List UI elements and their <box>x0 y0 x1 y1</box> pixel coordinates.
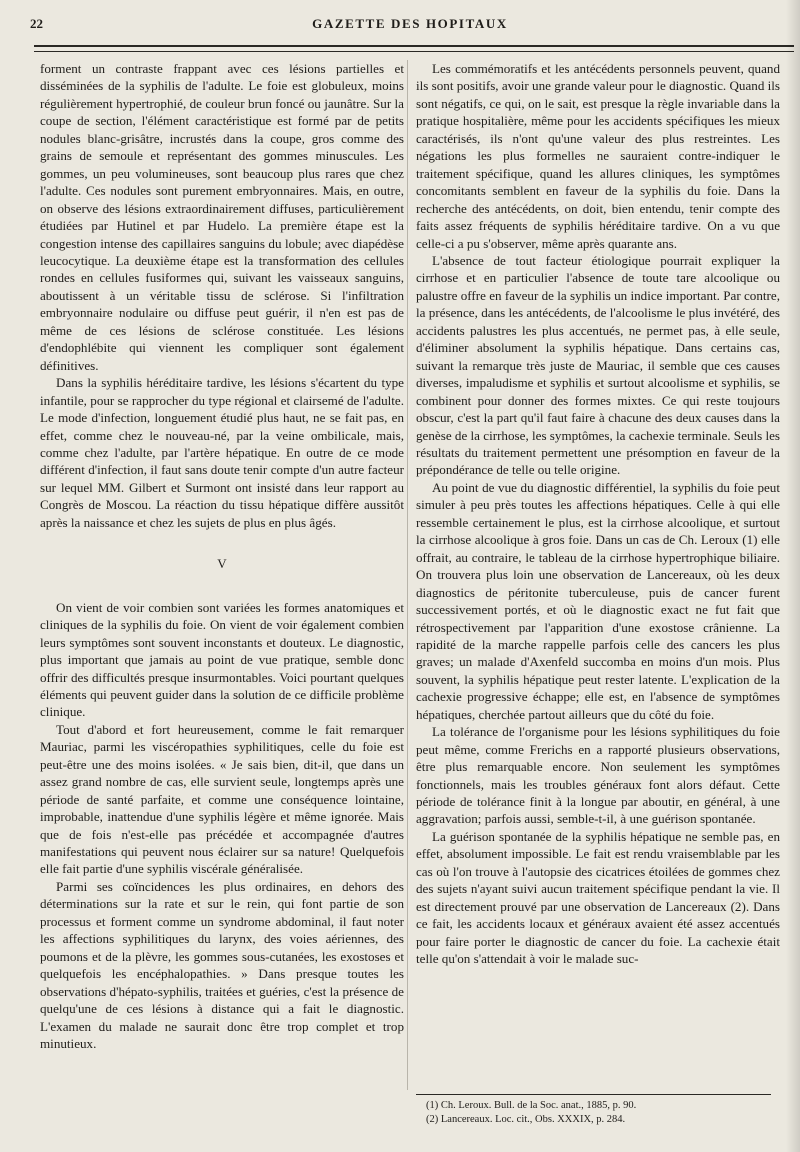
footnote-rule <box>416 1094 771 1095</box>
paragraph: On vient de voir combien sont variées les formes anatomiques et cliniques de la syphilis du foie. On vient de voir également combien leurs symptômes sont souvent inconstants et douteux. Le diagnostic, plus important que jamais au point de vue pratique, semble donc offrir des difficultés presque insurmontables. Voici pourtant quelques éléments qui peuvent guider dans la solution de ce difficile problème clinique. <box>40 599 404 720</box>
header-rule-thick <box>34 45 794 47</box>
paragraph: Parmi ses coïncidences les plus ordinaires, en dehors des déterminations sur la rate et sur le rein, qui font partie de son processus et forment comme un syndrome abdominal, il faut noter les affections syphilitiques du larynx, des voies aériennes, des poumons et de la plèvre, les gommes sous-cutanées, les exostoses et quelquefois les encéphalopathies. » Dans presque toutes les observations d'hépato-syphilis, traitées et guéries, c'est la présence de quelqu'une de ces lésions à distance qui a fait le diagnostic. L'examen du malade ne saurait donc être trop complet et trop minutieux. <box>40 878 404 1052</box>
paragraph: La guérison spontanée de la syphilis hépatique ne semble pas, en effet, absolument impossible. Le fait est rendu vraisemblable par les cas où l'on trouve à l'autopsie des cicatrices étoilées de gommes chez des sujets n'ayant suivi aucun traitement spécifique pendant la vie. Il est directement prouvé par une observation de Lancereaux (2). Dans ce fait, les accidents locaux et généraux avaient été assez accentués pour faire porter le diagnostic de cancer du foie. La cachexie était telle qu'on s'attendait à voir le malade suc- <box>416 828 780 967</box>
header-rule-thin <box>34 51 794 52</box>
right-column <box>416 60 780 968</box>
paragraph: L'absence de tout facteur étiologique pourrait expliquer la cirrhose et en particulier l'absence de toute tare alcoolique ou palustre offre en faveur de la syphilis un indice important. Par contre, la présence, dans les antécédents, de l'alcoolisme le plus invétéré, des accidents palustres les plus accentués, ne permet pas, à elle seule, d'éliminer absolument la syphilis hépatique. Dans certains cas, suivant la remarque très juste de Mauriac, il semble que ces causes diverses, impaludisme et syphilis et surtout alcoolisme et syphilis, se combinent pour donner des formes mixtes. Ce qui reste toujours obscur, c'est la part qu'il faut faire à chacune des deux causes dans la genèse de la cirrhose, les symptômes, la cachexie terminale. Seuls les résultats du traitement permettent une présomption en faveur de la prépondérance de telle ou telle origine. <box>416 252 780 478</box>
paragraph: forment un contraste frappant avec ces lésions partielles et disséminées de la syphilis de l'adulte. Le foie est globuleux, moins régulièrement hypertrophié, de couleur brun foncé ou jaunâtre. Sur la coupe de section, l'élément caractéristique est formé par de petits nodules blanc-grisâtre, incrustés dans la coupe, gros comme des grains de semoule et représentant des gommes minuscules. Les gommes, un peu volumineuses, sont beaucoup plus rares que chez l'adulte. Ces nodules sont purement embryonnaires. Mais, en outre, on observe des lésions extraordinairement diffuses, particulièrement étudiées par Hutinel et par Hudelo. La première étape est la congestion intense des capillaires sanguins du lobule; avec diapédèse leucocytique. La deuxième étape est la transformation des cellules rondes en cellules fusiformes qui, suivant les vaisseaux sanguins, aboutissent à un véritable tissu de sclérose. Si l'infiltration embryonnaire nodulaire ou diffuse peut guérir, il n'en est pas de même de ces lésions de sclérose constituée. Les lésions d'endophlébite qui viennent les compliquer sont également définitives. <box>40 61 404 373</box>
paragraph: Les commémoratifs et les antécédents personnels peuvent, quand ils sont positifs, avoir une grande valeur pour le diagnostic. Quand ils sont négatifs, ce qui, on le sait, est presque la règle invariable dans la pratique hospitalière, même pour les accidents spécifiques les mieux caractérisés, ils n'ont qu'une valeur des plus restreintes. Les négations les plus formelles ne sauraient contre-indiquer le traitement spécifique, quand les allures cliniques, les symptômes concomitants semblent en faveur de la syphilis du foie. Dans la recherche des antécédents, on doit, bien entendu, tenir compte des faits assez fréquents de syphilis héréditaire tardive. On a vu que celle-ci a pu s'observer, même après quarante ans. <box>416 61 781 251</box>
running-title: GAZETTE DES HOPITAUX <box>312 16 508 31</box>
page-number: 22 <box>30 16 43 31</box>
section-heading: V <box>217 556 227 572</box>
paragraph: Tout d'abord et fort heureusement, comme le fait remarquer Mauriac, parmi les viscéropathies syphilitiques, celle du foie est peut-être une des moins isolées. « Je sais bien, dit-il, que dans un assez grand nombre de cas, elle survient seule, longtemps après une période de santé parfaite, et comme une conséquence lointaine, improbable, inattendue d'une syphilis légère et même ignorée. Mais que de fois n'est-elle pas précédée et accompagnée d'autres manifestations qui peuvent nous éclairer sur sa nature! Quelquefois elle fait partie d'une syphilis viscérale généralisée. <box>40 721 404 877</box>
paragraph: Au point de vue du diagnostic différentiel, la syphilis du foie peut simuler à peu près toutes les affections hépatiques. Celle à qui elle ressemble certainement le plus, est la cirrhose alcoolique, et surtout la cirrhose alcoolique à gros foie. Dans un cas de Ch. Leroux (1) elle offrait, au contraire, le tableau de la cirrhose hypertrophique biliaire. On trouvera plus loin une observation de Lancereaux, où les deux diagnostics de péritonite tuberculeuse, puis de cancer furent successivement portés, et où le diagnostic exact ne fut fait que rétrospectivement par l'apparition d'une exostose crânienne. La rapidité de la marche rappelle parfois celle des cancers les plus graves; un malade d'Axenfeld succomba en moins d'un mois. Plus souvent, la syphilis hépatique peut rester latente. L'explication de la cachexie progressive échappe; elle est, en l'absence de symptômes hépatiques, cherchée partout ailleurs que du côté du foie. <box>416 479 780 722</box>
paragraph: Dans la syphilis héréditaire tardive, les lésions s'écartent du type infantile, pour se rapprocher du type régional et clairsemé de l'adulte. Le mode d'infection, longuement étudié plus haut, ne se fait pas, en effet, comme chez le nouveau-né, par la veine ombilicale, mais, comme chez l'adulte, par l'artère hépatique. En outre de ce mode différent d'infection, il faut sans doute tenir compte d'un autre facteur sur lequel MM. Gilbert et Surmont ont insisté dans leur rapport au Congrès de Moscou. La réaction du tissu hépatique diffère aussitôt après la naissance et chez les sujets de plus en plus âgés. <box>40 375 404 530</box>
column-divider <box>407 60 408 1090</box>
page-header <box>30 12 790 38</box>
footnote: (2) Lancereaux. Loc. cit., Obs. XXXIX, p. 284. <box>426 1114 626 1125</box>
footnotes <box>416 1099 780 1127</box>
left-column <box>40 60 404 1052</box>
paragraph: La tolérance de l'organisme pour les lésions syphilitiques du foie peut même, comme Frerichs en a rapporté plusieurs observations, être plus remarquable encore. Non seulement les symptômes fonctionnels, mais les troubles généraux font alors défaut. Cette période de tolérance finit à la longue par aboutir, en général, à une aggravation; parfois aussi, semble-t-il, à une guérison spontanée. <box>416 724 780 827</box>
footnote: (1) Ch. Leroux. Bull. de la Soc. anat., 1885, p. 90. <box>426 1100 637 1111</box>
